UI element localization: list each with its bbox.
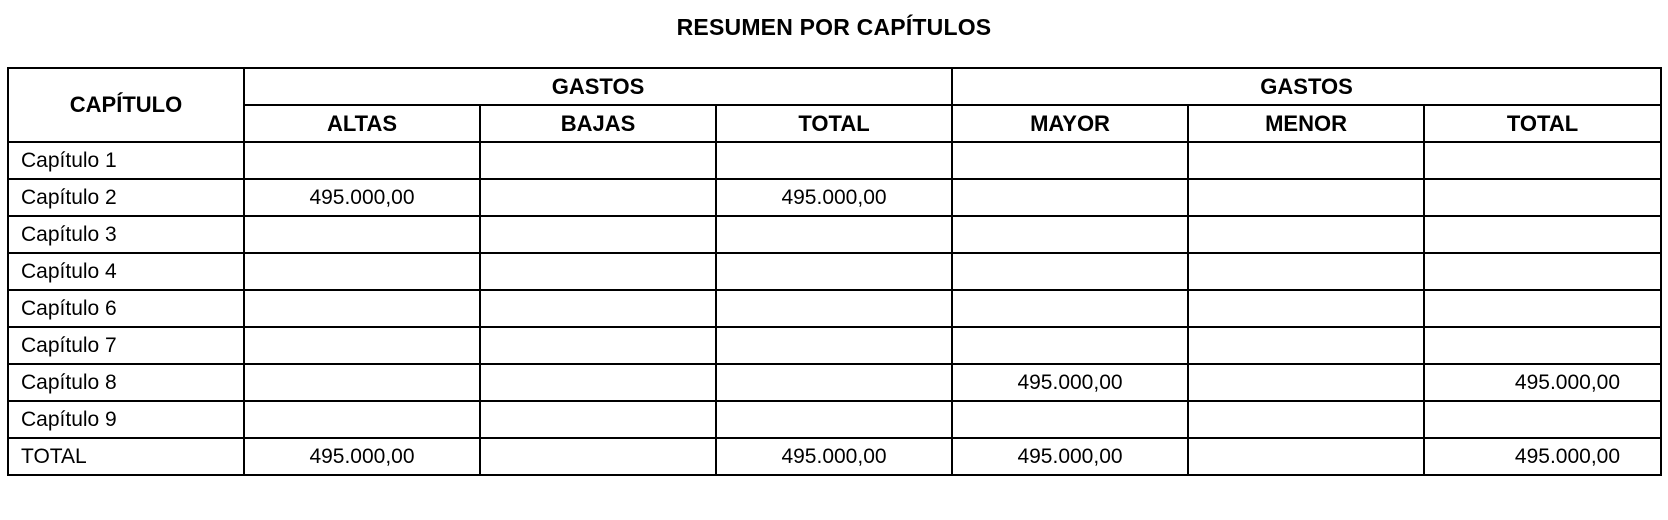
header-menor: MENOR	[1188, 105, 1424, 142]
page-title: RESUMEN POR CAPÍTULOS	[676, 14, 992, 40]
cell-altas	[244, 401, 480, 438]
cell-menor	[1188, 401, 1424, 438]
cell-menor	[1188, 327, 1424, 364]
table-row	[8, 142, 1661, 179]
cell-bajas	[480, 253, 716, 290]
cell-menor	[1188, 364, 1424, 401]
row-label: Capítulo 4	[8, 253, 244, 290]
cell-mayor: 495.000,00	[952, 364, 1188, 401]
row-label: Capítulo 7	[8, 327, 244, 364]
cell-total-2	[1424, 290, 1661, 327]
cell-altas	[244, 253, 480, 290]
header-row-groups	[8, 68, 1661, 105]
cell-bajas	[480, 290, 716, 327]
cell-altas	[244, 327, 480, 364]
cell-mayor	[952, 401, 1188, 438]
cell-bajas	[480, 364, 716, 401]
cell-total-1	[716, 327, 952, 364]
row-label: Capítulo 2	[8, 179, 244, 216]
cell-mayor	[952, 327, 1188, 364]
header-row-columns	[8, 105, 1661, 142]
cell-total-1	[716, 142, 952, 179]
cell-menor	[1188, 179, 1424, 216]
table-row	[8, 290, 1661, 327]
table-row	[8, 253, 1661, 290]
cell-total-2: 495.000,00	[1424, 364, 1661, 401]
cell-total-2	[1424, 401, 1661, 438]
table-row	[8, 216, 1661, 253]
cell-total-1	[716, 290, 952, 327]
cell-bajas	[480, 142, 716, 179]
cell-total-2	[1424, 179, 1661, 216]
row-label: TOTAL	[8, 438, 244, 475]
cell-altas: 495.000,00	[244, 179, 480, 216]
cell-menor	[1188, 253, 1424, 290]
cell-total-2	[1424, 216, 1661, 253]
total-row	[8, 438, 1661, 475]
row-label: Capítulo 1	[8, 142, 244, 179]
cell-bajas	[480, 438, 716, 475]
table-row	[8, 364, 1661, 401]
cell-total-1	[716, 216, 952, 253]
cell-menor	[1188, 438, 1424, 475]
cell-total-1: 495.000,00	[716, 179, 952, 216]
cell-menor	[1188, 290, 1424, 327]
header-group-gastos-2: GASTOS	[952, 68, 1661, 105]
table-row	[8, 327, 1661, 364]
cell-bajas	[480, 401, 716, 438]
cell-total-1	[716, 401, 952, 438]
header-capitulo: CAPÍTULO	[8, 68, 244, 142]
header-total-1: TOTAL	[716, 105, 952, 142]
table-row	[8, 401, 1661, 438]
cell-menor	[1188, 142, 1424, 179]
cell-altas	[244, 216, 480, 253]
cell-bajas	[480, 179, 716, 216]
cell-mayor: 495.000,00	[952, 438, 1188, 475]
summary-table	[7, 67, 1662, 476]
cell-mayor	[952, 216, 1188, 253]
cell-total-2	[1424, 142, 1661, 179]
cell-mayor	[952, 290, 1188, 327]
cell-total-2	[1424, 327, 1661, 364]
header-altas: ALTAS	[244, 105, 480, 142]
cell-altas	[244, 142, 480, 179]
row-label: Capítulo 6	[8, 290, 244, 327]
header-group-gastos-1: GASTOS	[244, 68, 952, 105]
cell-altas: 495.000,00	[244, 438, 480, 475]
header-bajas: BAJAS	[480, 105, 716, 142]
cell-total-2: 495.000,00	[1424, 438, 1661, 475]
cell-bajas	[480, 327, 716, 364]
table-row	[8, 179, 1661, 216]
row-label: Capítulo 8	[8, 364, 244, 401]
row-label: Capítulo 3	[8, 216, 244, 253]
cell-mayor	[952, 179, 1188, 216]
cell-mayor	[952, 142, 1188, 179]
cell-bajas	[480, 216, 716, 253]
cell-menor	[1188, 216, 1424, 253]
cell-total-1	[716, 253, 952, 290]
cell-total-2	[1424, 253, 1661, 290]
cell-total-1: 495.000,00	[716, 438, 952, 475]
cell-altas	[244, 364, 480, 401]
cell-mayor	[952, 253, 1188, 290]
cell-total-1	[716, 364, 952, 401]
header-total-2: TOTAL	[1424, 105, 1661, 142]
cell-altas	[244, 290, 480, 327]
row-label: Capítulo 9	[8, 401, 244, 438]
header-mayor: MAYOR	[952, 105, 1188, 142]
